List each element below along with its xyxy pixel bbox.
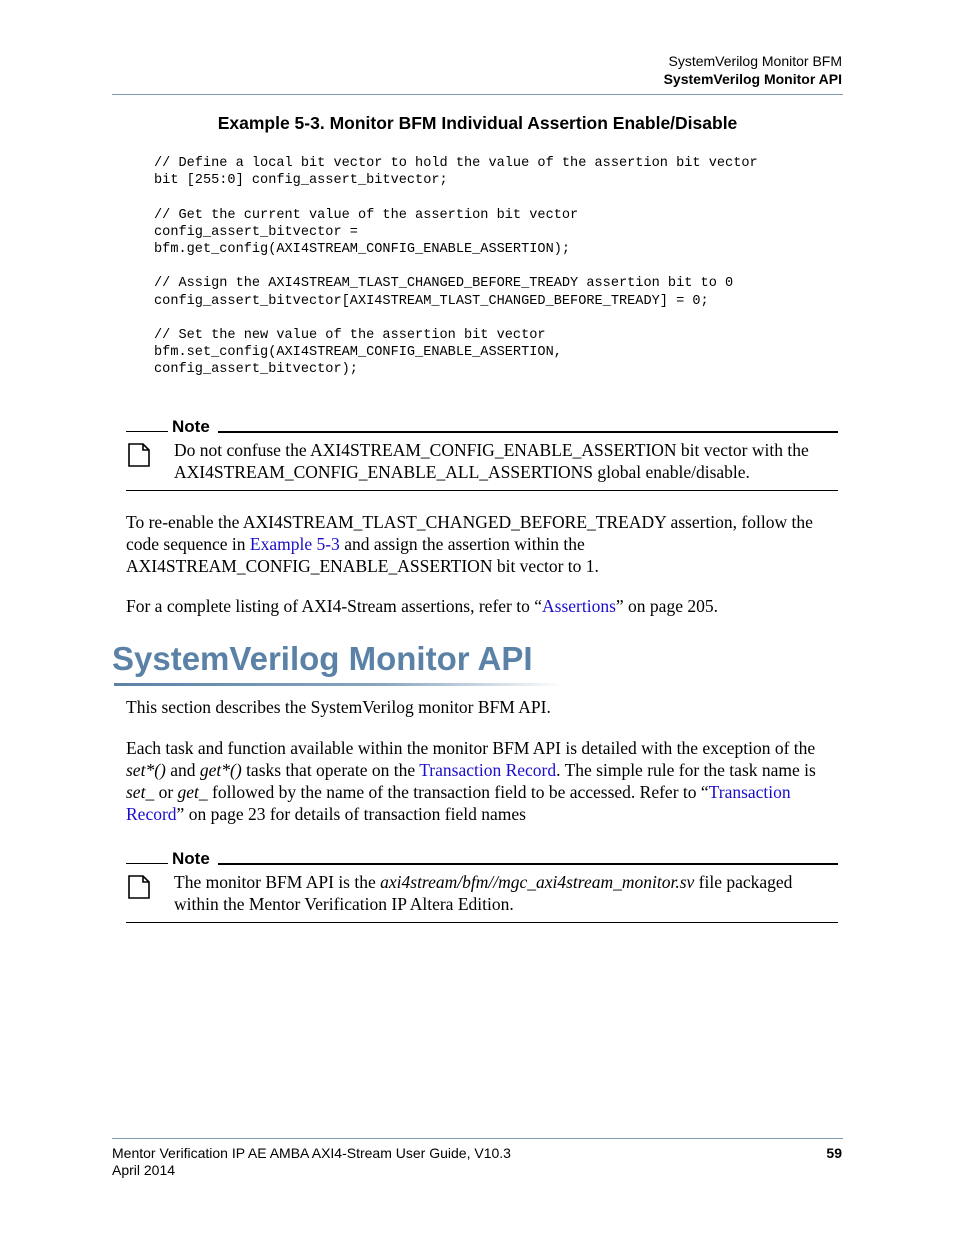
example-title: Example 5-3. Monitor BFM Individual Assertion Enable/Disable (217, 113, 738, 133)
paragraph-text: tasks that operate on the (241, 760, 420, 780)
page-number: 59 (826, 1145, 842, 1161)
note-box (126, 849, 838, 923)
running-header-chapter: SystemVerilog Monitor BFM (668, 53, 842, 69)
note-body (126, 437, 838, 491)
footer-left (112, 1145, 511, 1179)
italic-term: get_ (177, 782, 208, 802)
note-body (126, 869, 838, 923)
example-5-3-link[interactable]: Example 5-3 (249, 534, 340, 554)
transaction-record-link[interactable]: Transaction Record (126, 782, 791, 824)
file-path: axi4stream/bfm//mgc_axi4stream_monitor.sv (380, 872, 695, 892)
code-block: // Define a local bit vector to hold the value of the assertion bit vector bit [255:0] config_assert_bitvector; // Get the current value of the assertion bit vector config_assert_bitvector = bfm.get_config(AXI4STREAM_CONFIG_ENABLE_ASSERTION); // Assign the AXI4STREAM_TLAST_CHANGED_BEFORE_TREADY assertion bit to 0 config_assert_bitvector[AXI4STREAM_TLAST_CHANGED_BEFORE_TREADY] = 0; // Set the new value of the assertion bit vector bfm.set_config(AXI4STREAM_CONFIG_ENABLE_ASSERTION, config_assert_bitvector); (154, 156, 758, 378)
footer-title: Mentor Verification IP AE AMBA AXI4-Stream User Guide, V10.3 (112, 1145, 511, 1161)
note-rule-left (126, 431, 168, 432)
note-text: Do not confuse the AXI4STREAM_CONFIG_ENABLE_ASSERTION bit vector with the AXI4STREAM_CONFIG_ENABLE_ALL_ASSERTIONS global enable/disable. (174, 440, 809, 482)
note-title-row (126, 417, 838, 437)
note-rule-right (218, 431, 838, 433)
section-heading: SystemVerilog Monitor API (112, 640, 533, 677)
italic-term: set*() (126, 760, 166, 780)
paragraph-text: To re-enable the AXI4STREAM_TLAST_CHANGED_BEFORE_TREADY assertion, follow the code sequence in (126, 512, 813, 554)
transaction-record-link[interactable]: Transaction Record (419, 760, 557, 780)
assertions-link[interactable]: Assertions (542, 596, 616, 616)
note-page-icon (128, 443, 150, 467)
paragraph-reenable (126, 511, 838, 577)
italic-term: set_ (126, 782, 155, 802)
note-text: The monitor BFM API is the (174, 872, 381, 892)
note-text: file packaged within the Mentor Verification IP Altera Edition. (174, 872, 793, 914)
paragraph-text: and assign the assertion within the AXI4STREAM_CONFIG_ENABLE_ASSERTION bit vector to 1. (126, 534, 599, 576)
footer-date: April 2014 (112, 1162, 176, 1178)
section-heading-rule (114, 683, 564, 686)
paragraph-assertions-listing (126, 595, 838, 617)
paragraph-text: or (154, 782, 178, 802)
note-rule-right (218, 863, 838, 865)
note-box (126, 417, 838, 491)
paragraph-text: Each task and function available within the monitor BFM API is detailed with the exception of the (126, 738, 816, 758)
paragraph-text: . The simple rule for the task name is (556, 760, 816, 780)
paragraph-text: followed by the name of the transaction field to be accessed. Refer to “ (207, 782, 709, 802)
paragraph-api-description (126, 737, 838, 825)
note-rule-left (126, 863, 168, 864)
paragraph-text: ” on page 23 for details of transaction field names (176, 804, 526, 824)
paragraph-text: ” on page 205. (615, 596, 718, 616)
note-label: Note (172, 849, 210, 868)
footer-rule (112, 1138, 843, 1139)
note-page-icon (128, 875, 150, 899)
section-intro: This section describes the SystemVerilog monitor BFM API. (126, 697, 551, 717)
running-header-section: SystemVerilog Monitor API (663, 71, 842, 87)
paragraph-text: For a complete listing of AXI4-Stream assertions, refer to “ (126, 596, 543, 616)
paragraph-text: and (165, 760, 200, 780)
header-rule (112, 94, 843, 95)
note-label: Note (172, 417, 210, 436)
note-title-row (126, 849, 838, 869)
italic-term: get*() (199, 760, 242, 780)
